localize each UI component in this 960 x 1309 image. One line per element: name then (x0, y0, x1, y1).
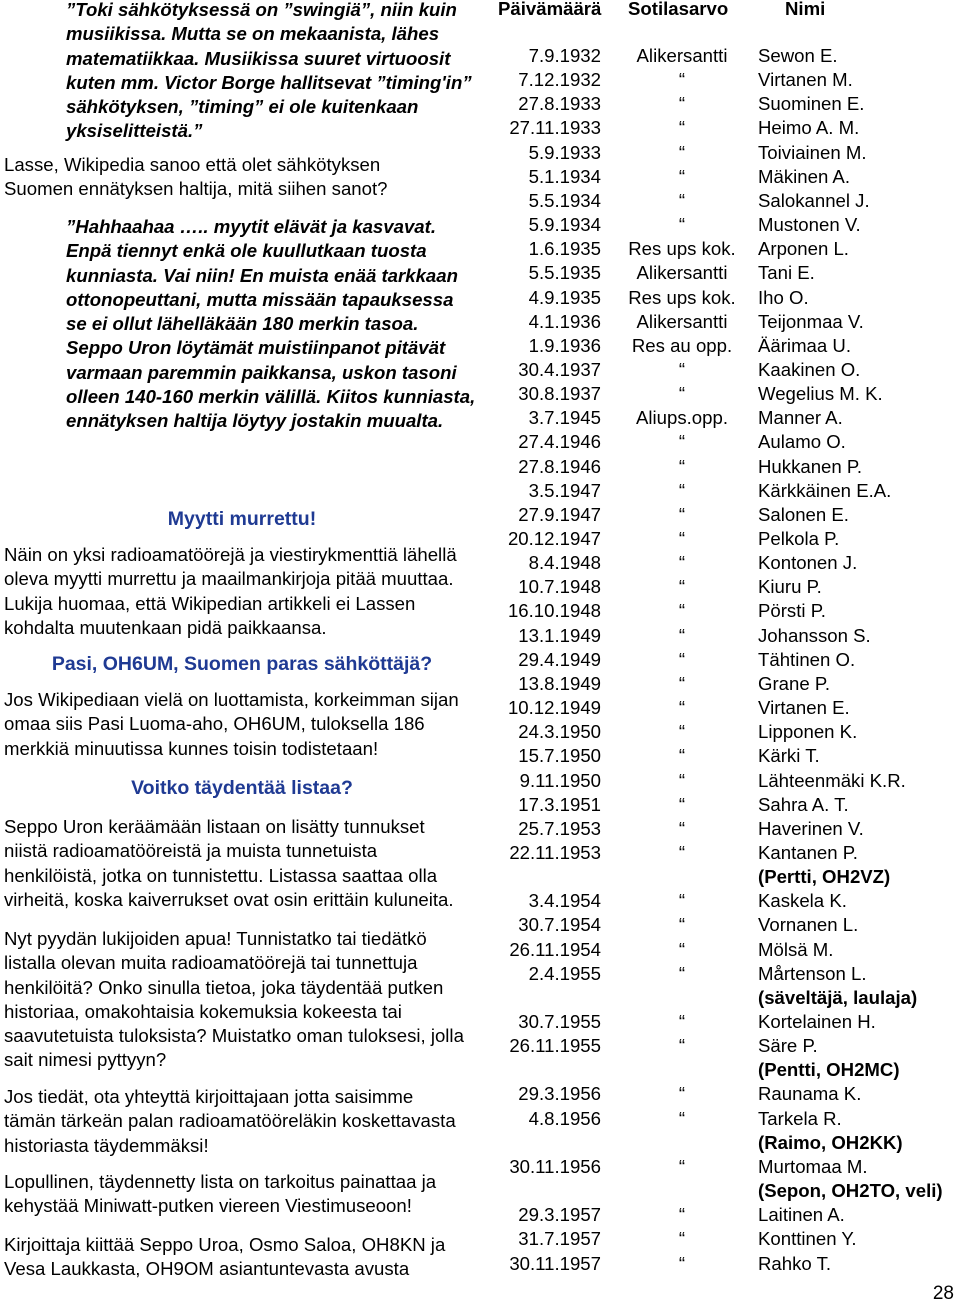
table-row (498, 794, 960, 818)
name-cell: Mäkinen A. (758, 165, 850, 187)
paragraph-myth-broken: Näin on yksi radioamatöörejä ja viestirykmenttiä lähellä oleva myytti murrettu ja maailmankirjoja pitää muuttaa. Lukija huomaa, että Wikipedian artikkeli ei Lassen kohdalta muutenkaan pidä paikkaansa. (4, 544, 457, 638)
name-cell: Pelkola P. (758, 528, 840, 549)
name-cell: Laitinen A. (758, 1204, 845, 1226)
table-row (498, 552, 960, 576)
rank-cell: “ (678, 1228, 686, 1250)
table-row (498, 1108, 960, 1132)
page-number: 28 (932, 1283, 954, 1304)
rank-cell: “ (678, 455, 686, 477)
date-cell: 5.9.1933 (528, 141, 601, 163)
table-row (498, 407, 960, 431)
rank-cell: “ (678, 890, 686, 912)
date-cell: 4.1.1936 (528, 310, 601, 332)
date-cell: 13.8.1949 (518, 672, 601, 694)
rank-cell: Alikersantti (636, 262, 728, 284)
table-row (498, 842, 960, 866)
name-cell: Virtanen E. (758, 697, 850, 719)
name-cell: Kontonen J. (758, 552, 858, 574)
name-cell: (säveltäjä, laulaja) (758, 986, 918, 1008)
date-cell: 27.11.1933 (509, 117, 601, 139)
rank-cell: “ (678, 648, 686, 670)
date-cell: 3.5.1947 (528, 479, 601, 501)
rank-cell: “ (678, 914, 686, 936)
paragraph-pasi: Jos Wikipediaan vielä on luottamista, korkeimman sijan omaa siis Pasi Luoma-aho, OH6UM, tuloksella 186 merkkiä minuutissa kunnes toisin todistetaan! (4, 689, 459, 759)
name-cell: Suominen E. (758, 93, 865, 115)
table-row (498, 166, 960, 190)
date-cell: 27.8.1946 (518, 455, 601, 477)
table-row (498, 890, 960, 914)
table-row (498, 142, 960, 166)
name-cell: Mårtenson L. (758, 962, 867, 984)
table-row (498, 866, 960, 890)
date-cell: 16.10.1948 (507, 600, 601, 622)
date-cell: 29.4.1949 (518, 648, 601, 670)
name-cell: Tani E. (758, 262, 815, 284)
rank-cell: “ (678, 1083, 686, 1105)
name-cell: Kortelainen H. (758, 1011, 876, 1032)
date-cell: 3.4.1954 (528, 890, 601, 912)
rank-cell: “ (678, 93, 686, 115)
name-cell: Manner A. (758, 407, 843, 429)
date-cell: 27.9.1947 (518, 503, 601, 525)
rank-cell: “ (678, 721, 686, 743)
date-cell: 5.1.1934 (528, 165, 601, 187)
name-cell: Virtanen M. (758, 69, 853, 91)
table-row (498, 383, 960, 407)
rank-cell: “ (678, 358, 686, 380)
rank-cell: “ (678, 576, 686, 598)
rank-cell: “ (678, 841, 686, 863)
rank-cell: “ (678, 431, 686, 453)
name-cell: Kantanen P. (758, 841, 858, 863)
header-date: Päivämäärä (498, 0, 602, 19)
table-row (498, 818, 960, 842)
paragraph-thanks: Kirjoittaja kiittää Seppo Uroa, Osmo Saloa, OH8KN ja Vesa Laukkasta, OH9OM asiantuntevasta avusta (4, 1234, 446, 1280)
name-cell: Haverinen V. (758, 817, 864, 839)
name-cell: Mustonen V. (758, 214, 861, 236)
table-row (498, 287, 960, 311)
rank-cell: Alikersantti (636, 310, 728, 332)
date-cell: 8.4.1948 (528, 552, 601, 574)
date-cell: 1.9.1936 (528, 334, 601, 356)
date-cell: 30.11.1957 (509, 1252, 601, 1274)
paragraph-request-help: Nyt pyydän lukijoiden apua! Tunnistatko tai tiedätkö listalla olevan muita radioamatöörejä tai tunnettuja henkilöitä? Onko sinulla tietoa, joka täydentää putken historiaa, omakohtaisia kokemuksia kokeesta tai saavutetuista tuloksista? Muistatko oman tuloksesi, jolla sait nimesi pyttyyn? (4, 928, 464, 1071)
table-row (498, 480, 960, 504)
rank-cell: “ (678, 69, 686, 91)
name-cell: Äärimaa U. (758, 334, 851, 356)
date-cell: 31.7.1957 (518, 1228, 601, 1250)
rank-cell: “ (678, 745, 686, 767)
date-cell: 5.9.1934 (528, 214, 601, 236)
rank-cell: “ (678, 528, 686, 549)
name-cell: Mölsä M. (758, 938, 834, 960)
date-cell: 24.3.1950 (518, 721, 601, 743)
rank-cell: Aliups.opp. (636, 407, 728, 429)
table-row (498, 190, 960, 214)
quote-timing: ”Toki sähkötyksessä on ”swingiä”, niin kuin musiikissa. Mutta se on mekaanista, lähes matematiikkaa. Musiikissa suuret virtuoosit kuten mm. Victor Borge hallitsevat ”timing'in” sähkötyksen, ”timing” ei ole kuitenkaan yksiselitteistä.” (66, 0, 472, 142)
heading-complete-list: Voitko täydentää listaa? (131, 777, 353, 799)
rank-cell: Res ups kok. (628, 238, 736, 260)
date-cell: 17.3.1951 (518, 793, 601, 815)
table-row (498, 504, 960, 528)
date-cell: 4.8.1956 (528, 1107, 601, 1129)
rank-cell: “ (678, 1035, 686, 1057)
date-cell: 3.7.1945 (528, 407, 601, 429)
rank-cell: “ (678, 479, 686, 501)
name-cell: (Raimo, OH2KK) (758, 1131, 903, 1153)
table-row (498, 963, 960, 987)
table-row (498, 600, 960, 624)
table-row (498, 770, 960, 794)
name-cell: Teijonmaa V. (758, 310, 864, 332)
rank-cell: Res ups kok. (628, 286, 736, 308)
name-cell: Kaskela K. (758, 890, 847, 912)
name-cell: Johansson S. (758, 624, 871, 646)
rank-cell: Res au opp. (631, 334, 733, 356)
name-cell: Toiviainen M. (758, 141, 867, 163)
table-row (498, 745, 960, 769)
name-cell: Säre P. (758, 1035, 818, 1057)
name-cell: Tarkela R. (758, 1107, 842, 1129)
name-cell: Vornanen L. (758, 914, 859, 936)
table-row (498, 649, 960, 673)
name-cell: Sahra A. T. (758, 793, 849, 815)
question-wikipedia: Lasse, Wikipedia sanoo että olet sähkötyksen Suomen ennätyksen haltija, mitä siihen sanot? (4, 154, 388, 200)
date-cell: 5.5.1935 (528, 262, 601, 284)
table-row (498, 1059, 960, 1083)
rank-cell: “ (678, 214, 686, 236)
name-cell: (Pertti, OH2VZ) (758, 866, 891, 888)
table-row (498, 1132, 960, 1156)
rank-cell: “ (678, 962, 686, 984)
rank-cell: “ (678, 1204, 686, 1226)
name-cell: Sewon E. (758, 45, 838, 66)
date-cell: 9.11.1950 (519, 769, 601, 791)
date-cell: 10.12.1949 (507, 697, 601, 719)
rank-cell: “ (678, 600, 686, 622)
date-cell: 29.3.1956 (518, 1083, 601, 1105)
name-cell: Arponen L. (758, 238, 849, 260)
name-cell: Salokannel J. (758, 189, 870, 211)
table-row (498, 456, 960, 480)
name-cell: Grane P. (758, 672, 831, 694)
table-row (498, 914, 960, 938)
name-cell: (Sepon, OH2TO, veli) (758, 1180, 943, 1202)
rank-cell: “ (678, 817, 686, 839)
name-cell: Lähteenmäki K.R. (758, 769, 906, 791)
table-row (498, 359, 960, 383)
date-cell: 4.9.1935 (528, 286, 601, 308)
date-cell: 2.4.1955 (528, 962, 601, 984)
rank-cell: “ (678, 1011, 686, 1032)
table-row (498, 987, 960, 1011)
rank-cell: “ (678, 189, 686, 211)
date-cell: 22.11.1953 (509, 841, 601, 863)
name-cell: Salonen E. (758, 503, 849, 525)
table-row (498, 1011, 960, 1035)
rank-cell: “ (678, 383, 686, 405)
name-cell: Hukkanen P. (758, 455, 863, 477)
date-cell: 15.7.1950 (518, 745, 601, 767)
name-cell: Lipponen K. (758, 721, 858, 743)
header-name: Nimi (785, 0, 826, 19)
table-row (498, 1156, 960, 1180)
name-cell: Kärkkäinen E.A. (758, 479, 892, 501)
rank-cell: “ (678, 165, 686, 187)
table-row (498, 262, 960, 286)
paragraph-list-info: Seppo Uron keräämään listaan on lisätty tunnukset niistä radioamatööreistä ja muista tunnetuista henkilöistä, jotka on tunnistettu. Listassa saattaa olla virheitä, koska kaiverrukset ovat osin erittäin kuluneita. (4, 816, 454, 910)
table-row (498, 1180, 960, 1204)
date-cell: 10.7.1948 (518, 576, 601, 598)
rank-cell: “ (678, 1155, 686, 1177)
table-row (498, 1035, 960, 1059)
name-cell: Kärki T. (758, 745, 820, 767)
rank-cell: “ (678, 117, 686, 139)
date-cell: 30.4.1937 (518, 358, 601, 380)
rank-cell: Alikersantti (636, 45, 728, 66)
table-row (498, 1204, 960, 1228)
rank-cell: “ (678, 769, 686, 791)
name-cell: (Pentti, OH2MC) (758, 1059, 900, 1081)
rank-cell: “ (678, 1107, 686, 1129)
date-cell: 20.12.1947 (507, 528, 601, 549)
name-cell: Kaakinen O. (758, 358, 861, 380)
date-cell: 25.7.1953 (518, 817, 601, 839)
date-cell: 30.7.1955 (518, 1011, 601, 1032)
name-cell: Raunama K. (758, 1083, 862, 1105)
paragraph-final-list: Lopullinen, täydennetty lista on tarkoitus painattaa ja kehystää Miniwatt-putken viereen Viestimuseoon! (4, 1171, 437, 1217)
table-row (498, 311, 960, 335)
table-row (498, 1253, 960, 1277)
rank-cell: “ (678, 503, 686, 525)
table-row (498, 69, 960, 93)
date-cell: 7.9.1932 (528, 45, 601, 66)
header-rank: Sotilasarvo (628, 0, 729, 19)
rank-cell: “ (678, 1252, 686, 1274)
date-cell: 1.6.1935 (528, 238, 601, 260)
table-row (498, 673, 960, 697)
table-row (498, 1228, 960, 1252)
rank-cell: “ (678, 552, 686, 574)
heading-pasi: Pasi, OH6UM, Suomen paras sähköttäjä? (51, 653, 433, 675)
name-cell: Heimo A. M. (758, 117, 860, 139)
name-cell: Wegelius M. K. (758, 383, 883, 405)
name-cell: Kiuru P. (758, 576, 822, 598)
name-cell: Murtomaa M. (758, 1155, 868, 1177)
heading-myth-broken: Myytti murrettu! (167, 508, 317, 530)
date-cell: 5.5.1934 (528, 189, 601, 211)
name-cell: Tähtinen O. (758, 648, 856, 670)
paragraph-contact: Jos tiedät, ota yhteyttä kirjoittajaan jotta saisimme tämän tärkeän palan radioamatööreläkin koskettavasta historiasta täydemmäksi! (4, 1086, 456, 1156)
rank-cell: “ (678, 672, 686, 694)
table-row (498, 528, 960, 552)
table-row (498, 45, 960, 69)
table-row (498, 576, 960, 600)
table-row (498, 335, 960, 359)
table-row (498, 697, 960, 721)
table-row (498, 93, 960, 117)
date-cell: 7.12.1932 (518, 69, 601, 91)
table-row (498, 214, 960, 238)
rank-cell: “ (678, 141, 686, 163)
date-cell: 30.7.1954 (518, 914, 601, 936)
date-cell: 30.11.1956 (509, 1155, 601, 1177)
date-cell: 13.1.1949 (518, 624, 601, 646)
name-cell: Aulamo O. (758, 431, 846, 453)
table-row (498, 625, 960, 649)
rank-cell: “ (678, 697, 686, 719)
date-cell: 26.11.1955 (509, 1035, 601, 1057)
name-cell: Iho O. (758, 286, 809, 308)
date-cell: 26.11.1954 (509, 938, 601, 960)
rank-cell: “ (678, 938, 686, 960)
date-cell: 27.8.1933 (518, 93, 601, 115)
name-cell: Rahko T. (758, 1252, 832, 1274)
date-cell: 29.3.1957 (518, 1204, 601, 1226)
table-row (498, 238, 960, 262)
name-cell: Konttinen Y. (758, 1228, 857, 1250)
table-row (498, 431, 960, 455)
date-cell: 30.8.1937 (518, 383, 601, 405)
table-row (498, 117, 960, 141)
rank-cell: “ (678, 624, 686, 646)
quote-myths: ”Hahhaahaa ….. myytit elävät ja kasvavat. Enpä tiennyt enkä ole kuullutkaan tuosta kunniasta. Vai niin! En muista enää tarkkaan ottonopeuttani, mutta missään tapauksessa se ei ollut lähelläkään 180 merkin tasoa. Seppo Uron löytämät muistiinpanot pitävät varmaan paremmin paikkansa, uskon tasoni olleen 140-160 merkin välillä. Kiitos kunniasta, ennätyksen haltija löytyy jostakin muualta. (66, 216, 476, 432)
date-cell: 27.4.1946 (518, 431, 601, 453)
table-row (498, 721, 960, 745)
table-row (498, 1083, 960, 1107)
rank-cell: “ (678, 793, 686, 815)
table-row (498, 939, 960, 963)
name-cell: Pörsti P. (758, 600, 826, 622)
